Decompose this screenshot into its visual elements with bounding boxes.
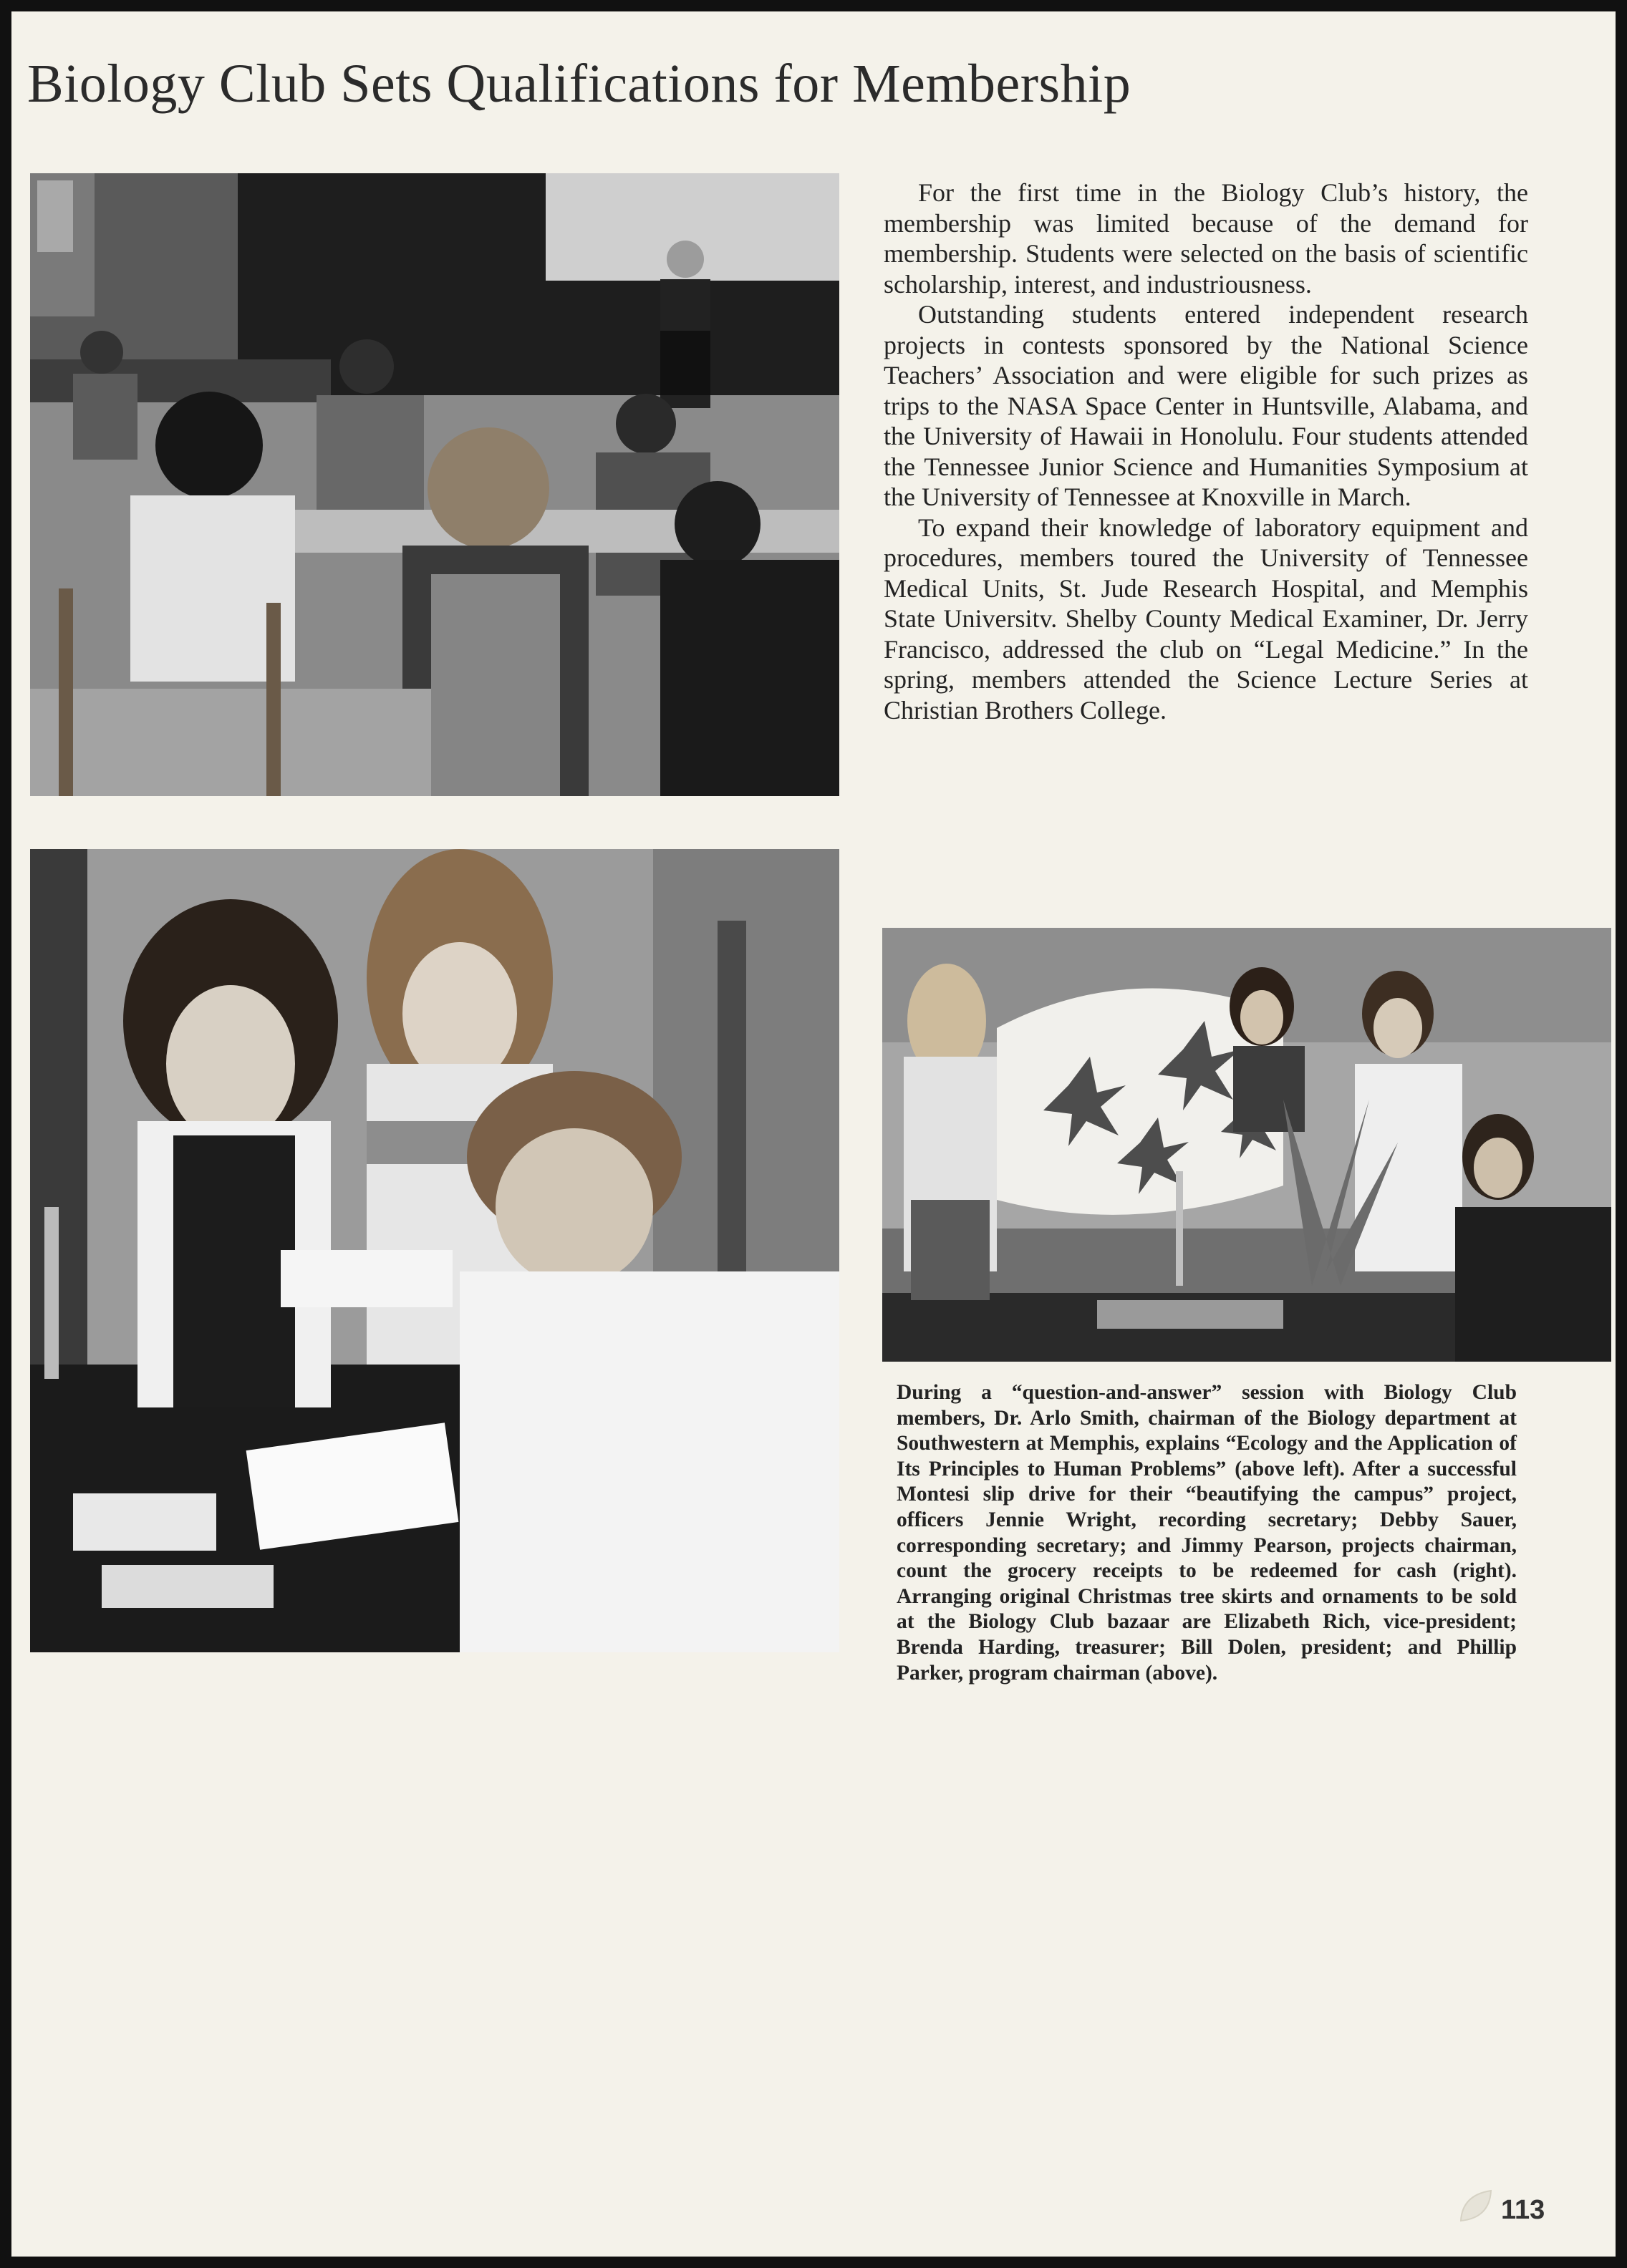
article-paragraph: To expand their knowledge of laboratory equipment and procedures, members toured the University of Tennessee Medical Units, St. Jude Research Hospital, and Memphis State Universitv. Shelby County Medical Examiner, Dr. Jerry Francisco, addressed the club on “Legal Medicine.” In the spring, members attended the Science Lecture Series at Christian Brothers College. [884,513,1528,724]
photo-caption [897,1380,1517,1686]
page-number: 113 [1501,2195,1545,2225]
leaf-watermark-icon [1457,2186,1497,2226]
article-body [884,178,1528,725]
photo-counting-receipts [30,849,839,1652]
article-paragraph: For the first time in the Biology Club’s history, the membership was limited because of the demand for membership. Students were selected on the basis of scientific scholarship, interest, and industriousness. [884,178,1528,299]
yearbook-page [11,11,1616,2257]
article-paragraph: Outstanding students entered independent research projects in contests sponsored by the National Science Teachers’ Association and were eligible for such prizes as trips to the NASA Space Center in Huntsville, Alabama, and the University of Hawaii in Honolulu. Four students attended the Tennessee Junior Science and Humanities Symposium at the University of Tennessee at Knoxville in March. [884,300,1528,511]
photo-arranging-decorations [882,928,1611,1362]
page-headline: Biology Club Sets Qualifications for Membership [27,54,1131,114]
caption-text: During a “question-and-answer” session with Biology Club members, Dr. Arlo Smith, chairman of the Biology department at Southwestern at Memphis, explains “Ecology and the Application of Its Principles to Human Problems” (above left). After a successful Montesi slip drive for their “beautifying the campus” project, officers Jennie Wright, recording secretary; Debby Sauer, corresponding secretary; and Jimmy Pearson, projects chairman, count the grocery receipts to be redeemed for cash (right). Arranging original Christmas tree skirts and ornaments to be sold at the Biology Club bazaar are Elizabeth Rich, vice-president; Brenda Harding, treasurer; Bill Dolen, president; and Phillip Parker, program chairman (above). [897,1381,1517,1685]
photo-classroom-lecture [30,173,839,796]
